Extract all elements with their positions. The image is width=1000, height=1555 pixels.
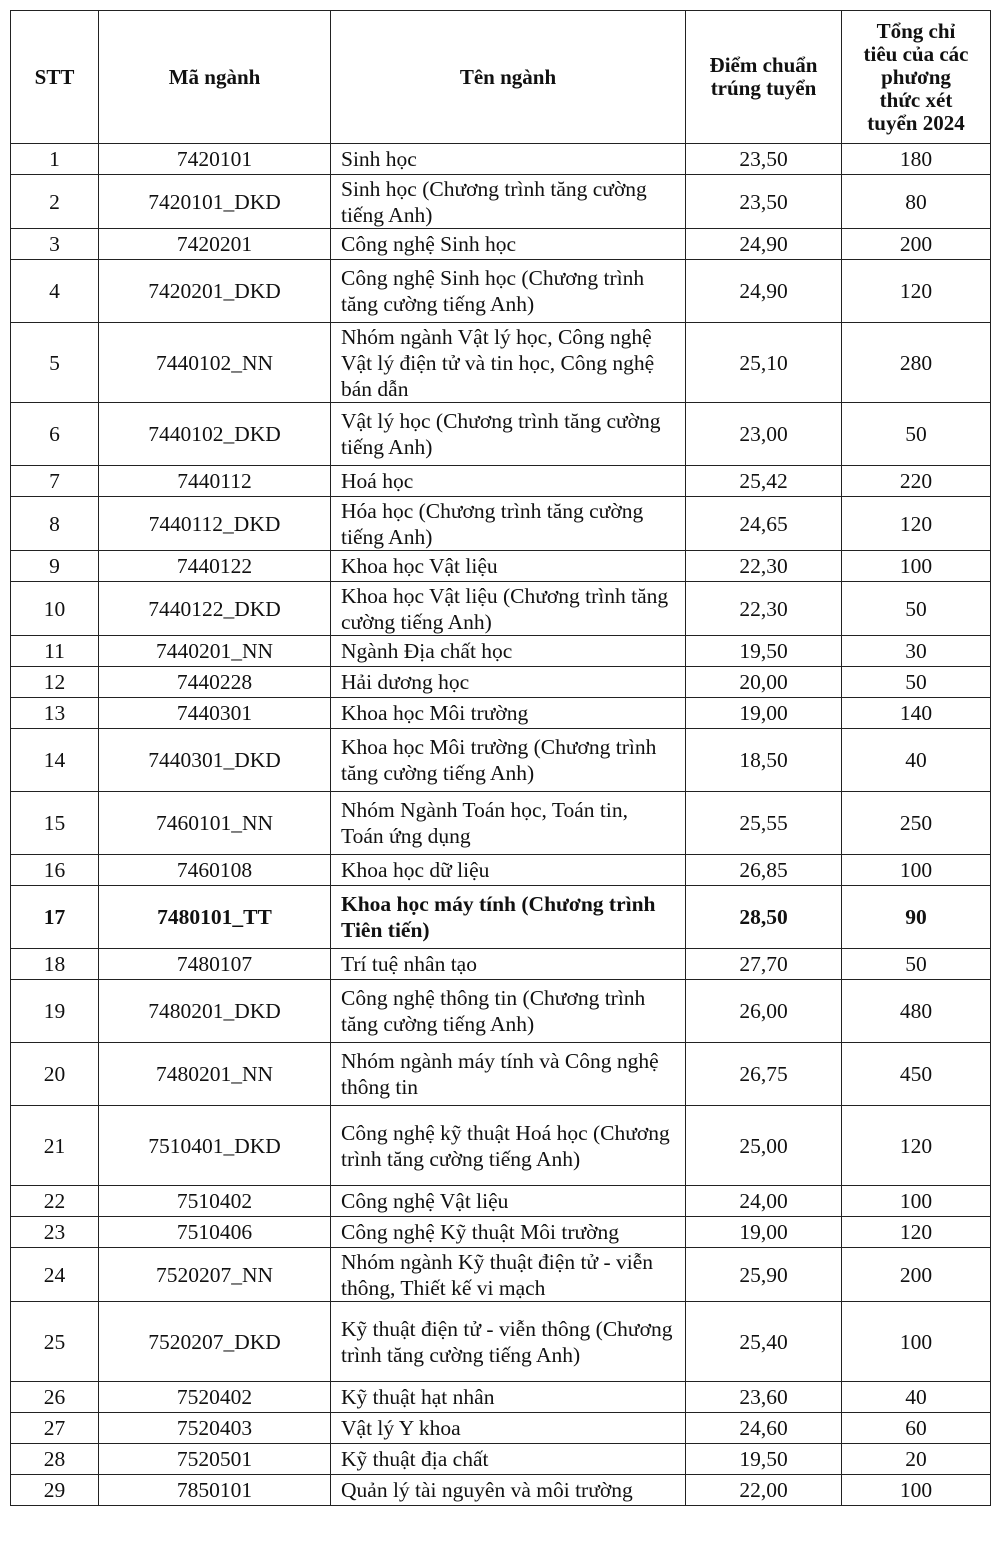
table-row xyxy=(11,497,991,551)
cell-code: 7520207_NN xyxy=(99,1248,331,1302)
cell-name: Nhóm ngành Kỹ thuật điện tử - viễn thông, Thiết kế vi mạch xyxy=(331,1248,686,1302)
table-row xyxy=(11,949,991,980)
cell-score: 23,50 xyxy=(686,175,842,229)
cell-quota: 100 xyxy=(842,1186,991,1217)
table-row xyxy=(11,698,991,729)
table-row xyxy=(11,1043,991,1106)
cell-code: 7520402 xyxy=(99,1382,331,1413)
cell-name: Công nghệ kỹ thuật Hoá học (Chương trình tăng cường tiếng Anh) xyxy=(331,1106,686,1186)
table-row xyxy=(11,582,991,636)
table-row xyxy=(11,1444,991,1475)
cell-quota: 90 xyxy=(842,886,991,949)
cell-quota: 50 xyxy=(842,667,991,698)
cell-code: 7420101_DKD xyxy=(99,175,331,229)
cell-score: 24,00 xyxy=(686,1186,842,1217)
cell-quota: 30 xyxy=(842,636,991,667)
cell-quota: 280 xyxy=(842,323,991,403)
table-row-highlighted xyxy=(11,886,991,949)
cell-name: Sinh học (Chương trình tăng cường tiếng Anh) xyxy=(331,175,686,229)
table-row xyxy=(11,667,991,698)
table-row xyxy=(11,551,991,582)
cell-score: 23,50 xyxy=(686,144,842,175)
table-row xyxy=(11,729,991,792)
cell-name: Công nghệ Sinh học xyxy=(331,229,686,260)
cell-code: 7420201_DKD xyxy=(99,260,331,323)
cell-score: 22,30 xyxy=(686,551,842,582)
table-row xyxy=(11,1475,991,1506)
cell-code: 7420101 xyxy=(99,144,331,175)
cell-stt: 14 xyxy=(11,729,99,792)
cell-score: 24,65 xyxy=(686,497,842,551)
cell-stt: 29 xyxy=(11,1475,99,1506)
cell-name: Hoá học xyxy=(331,466,686,497)
cell-score: 26,85 xyxy=(686,855,842,886)
header-quota: Tổng chỉ tiêu của các phương thức xét tuyển 2024 xyxy=(842,11,991,144)
table-row xyxy=(11,1248,991,1302)
cell-score: 20,00 xyxy=(686,667,842,698)
cell-code: 7480101_TT xyxy=(99,886,331,949)
cell-code: 7520207_DKD xyxy=(99,1302,331,1382)
cell-score: 22,00 xyxy=(686,1475,842,1506)
cell-name: Kỹ thuật điện tử - viễn thông (Chương trình tăng cường tiếng Anh) xyxy=(331,1302,686,1382)
cell-stt: 13 xyxy=(11,698,99,729)
cell-stt: 24 xyxy=(11,1248,99,1302)
table-row xyxy=(11,636,991,667)
cell-code: 7510402 xyxy=(99,1186,331,1217)
cell-code: 7510401_DKD xyxy=(99,1106,331,1186)
cell-name: Vật lý học (Chương trình tăng cường tiếng Anh) xyxy=(331,403,686,466)
cell-score: 25,42 xyxy=(686,466,842,497)
cell-quota: 100 xyxy=(842,551,991,582)
cell-score: 23,60 xyxy=(686,1382,842,1413)
cell-score: 25,00 xyxy=(686,1106,842,1186)
table-row xyxy=(11,1186,991,1217)
cell-quota: 200 xyxy=(842,1248,991,1302)
table-row xyxy=(11,403,991,466)
header-row xyxy=(11,11,991,144)
cell-stt: 21 xyxy=(11,1106,99,1186)
cell-code: 7850101 xyxy=(99,1475,331,1506)
cell-quota: 100 xyxy=(842,855,991,886)
cell-name: Ngành Địa chất học xyxy=(331,636,686,667)
cell-name: Hải dương học xyxy=(331,667,686,698)
cell-name: Kỹ thuật hạt nhân xyxy=(331,1382,686,1413)
cell-quota: 200 xyxy=(842,229,991,260)
table-row xyxy=(11,175,991,229)
cell-stt: 2 xyxy=(11,175,99,229)
cell-code: 7440112 xyxy=(99,466,331,497)
cell-score: 28,50 xyxy=(686,886,842,949)
cell-stt: 22 xyxy=(11,1186,99,1217)
cell-quota: 480 xyxy=(842,980,991,1043)
cell-name: Khoa học Vật liệu (Chương trình tăng cường tiếng Anh) xyxy=(331,582,686,636)
table-row xyxy=(11,229,991,260)
cell-stt: 15 xyxy=(11,792,99,855)
cell-stt: 23 xyxy=(11,1217,99,1248)
cell-quota: 60 xyxy=(842,1413,991,1444)
cell-stt: 25 xyxy=(11,1302,99,1382)
cell-quota: 20 xyxy=(842,1444,991,1475)
cell-code: 7520501 xyxy=(99,1444,331,1475)
cell-name: Công nghệ thông tin (Chương trình tăng cường tiếng Anh) xyxy=(331,980,686,1043)
cell-score: 27,70 xyxy=(686,949,842,980)
cell-score: 25,90 xyxy=(686,1248,842,1302)
cell-stt: 19 xyxy=(11,980,99,1043)
cell-quota: 50 xyxy=(842,949,991,980)
cell-stt: 8 xyxy=(11,497,99,551)
table-row xyxy=(11,1302,991,1382)
cell-name: Khoa học Môi trường (Chương trình tăng cường tiếng Anh) xyxy=(331,729,686,792)
cell-stt: 3 xyxy=(11,229,99,260)
table-row xyxy=(11,144,991,175)
cell-name: Công nghệ Sinh học (Chương trình tăng cường tiếng Anh) xyxy=(331,260,686,323)
cell-stt: 11 xyxy=(11,636,99,667)
cell-quota: 120 xyxy=(842,1217,991,1248)
cell-quota: 120 xyxy=(842,1106,991,1186)
cell-quota: 50 xyxy=(842,582,991,636)
cell-stt: 27 xyxy=(11,1413,99,1444)
cell-stt: 1 xyxy=(11,144,99,175)
cell-quota: 100 xyxy=(842,1475,991,1506)
cell-quota: 120 xyxy=(842,497,991,551)
cell-name: Công nghệ Vật liệu xyxy=(331,1186,686,1217)
table-row xyxy=(11,792,991,855)
cell-name: Quản lý tài nguyên và môi trường xyxy=(331,1475,686,1506)
cell-code: 7440102_NN xyxy=(99,323,331,403)
table-row xyxy=(11,1413,991,1444)
cell-stt: 26 xyxy=(11,1382,99,1413)
cell-name: Khoa học máy tính (Chương trình Tiên tiến) xyxy=(331,886,686,949)
cell-name: Khoa học Môi trường xyxy=(331,698,686,729)
cell-code: 7520403 xyxy=(99,1413,331,1444)
cell-stt: 6 xyxy=(11,403,99,466)
cell-name: Nhóm ngành máy tính và Công nghệ thông tin xyxy=(331,1043,686,1106)
cell-quota: 180 xyxy=(842,144,991,175)
cell-name: Nhóm ngành Vật lý học, Công nghệ Vật lý điện tử và tin học, Công nghệ bán dẫn xyxy=(331,323,686,403)
cell-stt: 20 xyxy=(11,1043,99,1106)
cell-quota: 450 xyxy=(842,1043,991,1106)
table-row xyxy=(11,980,991,1043)
cell-score: 26,00 xyxy=(686,980,842,1043)
cell-code: 7440201_NN xyxy=(99,636,331,667)
admission-scores-table xyxy=(10,10,991,1506)
cell-stt: 17 xyxy=(11,886,99,949)
cell-quota: 250 xyxy=(842,792,991,855)
cell-score: 19,50 xyxy=(686,636,842,667)
table-row xyxy=(11,855,991,886)
header-score: Điểm chuẩn trúng tuyển xyxy=(686,11,842,144)
cell-quota: 220 xyxy=(842,466,991,497)
cell-code: 7460101_NN xyxy=(99,792,331,855)
cell-code: 7460108 xyxy=(99,855,331,886)
cell-score: 18,50 xyxy=(686,729,842,792)
cell-quota: 40 xyxy=(842,1382,991,1413)
cell-stt: 5 xyxy=(11,323,99,403)
cell-code: 7440102_DKD xyxy=(99,403,331,466)
cell-code: 7480201_NN xyxy=(99,1043,331,1106)
cell-stt: 7 xyxy=(11,466,99,497)
cell-name: Khoa học Vật liệu xyxy=(331,551,686,582)
table-row xyxy=(11,466,991,497)
cell-quota: 100 xyxy=(842,1302,991,1382)
table-row xyxy=(11,1217,991,1248)
cell-code: 7510406 xyxy=(99,1217,331,1248)
cell-name: Sinh học xyxy=(331,144,686,175)
cell-score: 23,00 xyxy=(686,403,842,466)
cell-stt: 9 xyxy=(11,551,99,582)
cell-code: 7480107 xyxy=(99,949,331,980)
cell-name: Hóa học (Chương trình tăng cường tiếng Anh) xyxy=(331,497,686,551)
cell-score: 24,60 xyxy=(686,1413,842,1444)
cell-stt: 18 xyxy=(11,949,99,980)
cell-quota: 140 xyxy=(842,698,991,729)
header-stt: STT xyxy=(11,11,99,144)
cell-name: Trí tuệ nhân tạo xyxy=(331,949,686,980)
cell-code: 7420201 xyxy=(99,229,331,260)
cell-quota: 40 xyxy=(842,729,991,792)
cell-score: 25,40 xyxy=(686,1302,842,1382)
cell-name: Nhóm Ngành Toán học, Toán tin, Toán ứng dụng xyxy=(331,792,686,855)
cell-quota: 80 xyxy=(842,175,991,229)
cell-score: 25,55 xyxy=(686,792,842,855)
table-row xyxy=(11,1382,991,1413)
cell-score: 24,90 xyxy=(686,229,842,260)
cell-code: 7440122 xyxy=(99,551,331,582)
cell-name: Vật lý Y khoa xyxy=(331,1413,686,1444)
cell-stt: 16 xyxy=(11,855,99,886)
cell-quota: 50 xyxy=(842,403,991,466)
table-body xyxy=(11,144,991,1506)
cell-code: 7440228 xyxy=(99,667,331,698)
cell-code: 7440301 xyxy=(99,698,331,729)
header-name: Tên ngành xyxy=(331,11,686,144)
cell-score: 25,10 xyxy=(686,323,842,403)
table-row xyxy=(11,323,991,403)
cell-code: 7440122_DKD xyxy=(99,582,331,636)
cell-score: 22,30 xyxy=(686,582,842,636)
cell-score: 19,50 xyxy=(686,1444,842,1475)
cell-score: 24,90 xyxy=(686,260,842,323)
cell-score: 19,00 xyxy=(686,698,842,729)
cell-quota: 120 xyxy=(842,260,991,323)
header-code: Mã ngành xyxy=(99,11,331,144)
cell-code: 7480201_DKD xyxy=(99,980,331,1043)
cell-stt: 12 xyxy=(11,667,99,698)
cell-name: Kỹ thuật địa chất xyxy=(331,1444,686,1475)
table-row xyxy=(11,260,991,323)
cell-name: Công nghệ Kỹ thuật Môi trường xyxy=(331,1217,686,1248)
cell-score: 26,75 xyxy=(686,1043,842,1106)
cell-stt: 10 xyxy=(11,582,99,636)
cell-stt: 4 xyxy=(11,260,99,323)
cell-name: Khoa học dữ liệu xyxy=(331,855,686,886)
cell-stt: 28 xyxy=(11,1444,99,1475)
cell-code: 7440301_DKD xyxy=(99,729,331,792)
cell-score: 19,00 xyxy=(686,1217,842,1248)
table-row xyxy=(11,1106,991,1186)
cell-code: 7440112_DKD xyxy=(99,497,331,551)
